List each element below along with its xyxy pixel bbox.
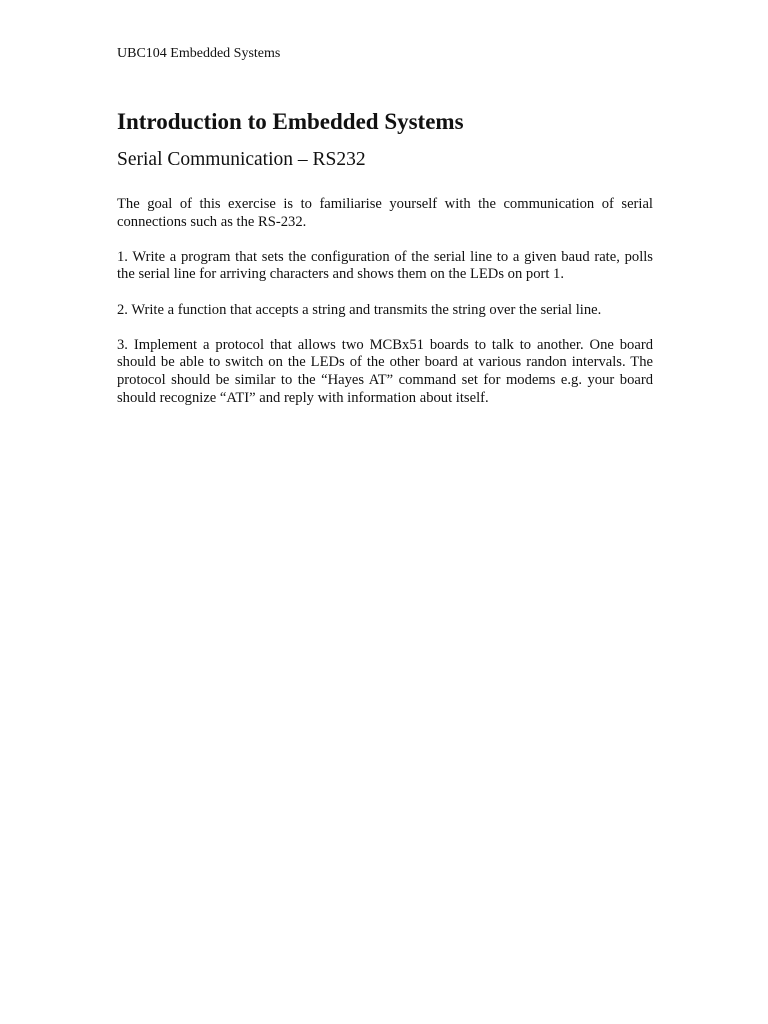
document-body <box>117 196 653 425</box>
task-1-paragraph: 1. Write a program that sets the configuration of the serial line to a given baud rate, polls the serial line for arriving characters and shows them on the LEDs on port 1. <box>117 248 653 283</box>
task-2-paragraph: 2. Write a function that accepts a string and transmits the string over the serial line. <box>117 301 602 318</box>
document-subtitle: Serial Communication – RS232 <box>117 149 366 170</box>
task-3-paragraph: 3. Implement a protocol that allows two MCBx51 boards to talk to another. One board should be able to switch on the LEDs of the other board at various randon intervals. The protocol should be similar to the “Hayes AT” command set for modems e.g. your board should recognize “ATI” and reply with information about itself. <box>117 336 653 406</box>
document-title: Introduction to Embedded Systems <box>117 109 464 134</box>
running-header: UBC104 Embedded Systems <box>117 46 281 61</box>
intro-paragraph: The goal of this exercise is to familiarise yourself with the communication of serial connections such as the RS-232. <box>117 196 653 230</box>
